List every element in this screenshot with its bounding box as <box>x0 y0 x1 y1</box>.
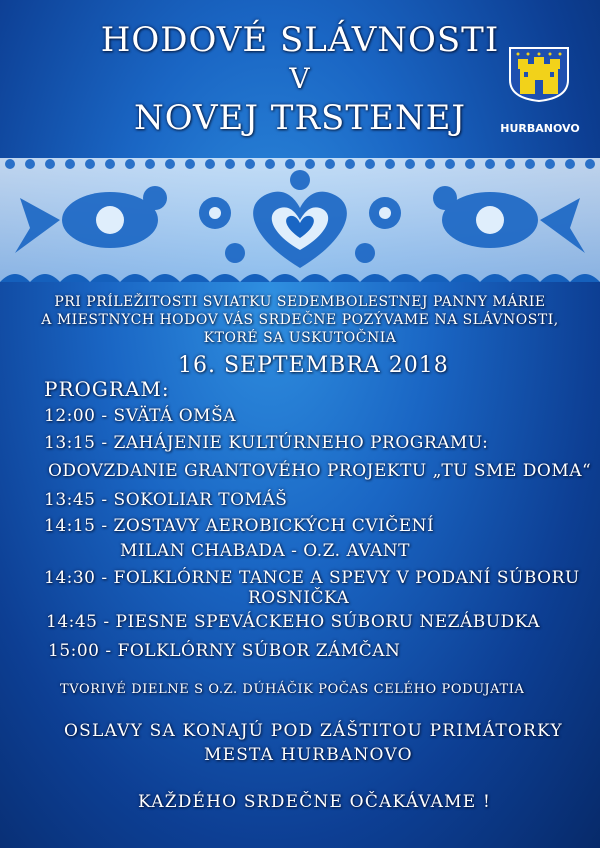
program-item: 14:15 - ZOSTAVY AEROBICKÝCH CVIČENÍ <box>44 516 435 536</box>
program-item: 12:00 - SVÄTÁ OMŠA <box>44 406 237 426</box>
patronage-line-2: MESTA HURBANOVO <box>204 745 413 765</box>
title-line-1: HODOVÉ SLÁVNOSTI <box>100 20 500 60</box>
coat-of-arms-icon <box>508 46 570 102</box>
program-heading: PROGRAM: <box>44 377 170 401</box>
event-date: 16. SEPTEMBRA 2018 <box>178 353 449 378</box>
patronage-line-1: OSLAVY SA KONAJÚ POD ZÁŠTITOU PRIMÁTORKY <box>64 721 563 741</box>
intro-line-2: A MIESTNYCH HODOV VÁS SRDEČNE POZÝVAME NA SLÁVNOSTI, <box>41 312 559 328</box>
program-item: ROSNIČKA <box>248 588 350 608</box>
title-line-3: NOVEJ TRSTENEJ <box>133 98 467 138</box>
program-item: MILAN CHABADA - O.Z. AVANT <box>120 541 411 561</box>
closing-line: KAŽDÉHO SRDEČNE OČAKÁVAME ! <box>138 792 492 812</box>
program-item: ODOVZDANIE GRANTOVÉHO PROJEKTU „TU SME DOMA“ <box>48 461 592 481</box>
program-item: 13:15 - ZAHÁJENIE KULTÚRNEHO PROGRAMU: <box>44 433 489 453</box>
title-line-2: V <box>289 62 311 95</box>
program-item: 13:45 - SOKOLIAR TOMÁŠ <box>44 490 288 510</box>
program-item: 14:30 - FOLKLÓRNE TANCE A SPEVY V PODANÍ SÚBORU <box>44 568 580 588</box>
program-item: 15:00 - FOLKLÓRNY SÚBOR ZÁMČAN <box>48 641 401 661</box>
intro-line-3: KTORÉ SA USKUTOČNIA <box>203 330 397 346</box>
workshops-note: TVORIVÉ DIELNE S O.Z. DÚHÁČIK POČAS CELÉHO PODUJATIA <box>60 682 525 697</box>
intro-line-1: PRI PRÍLEŽITOSTI SVIATKU SEDEMBOLESTNEJ PANNY MÁRIE <box>54 294 546 310</box>
program-item: 14:45 - PIESNE SPEVÁCKEHO SÚBORU NEZÁBUDKA <box>46 612 540 632</box>
folk-ornament-band <box>0 158 600 282</box>
crest-label: HURBANOVO <box>500 122 580 135</box>
